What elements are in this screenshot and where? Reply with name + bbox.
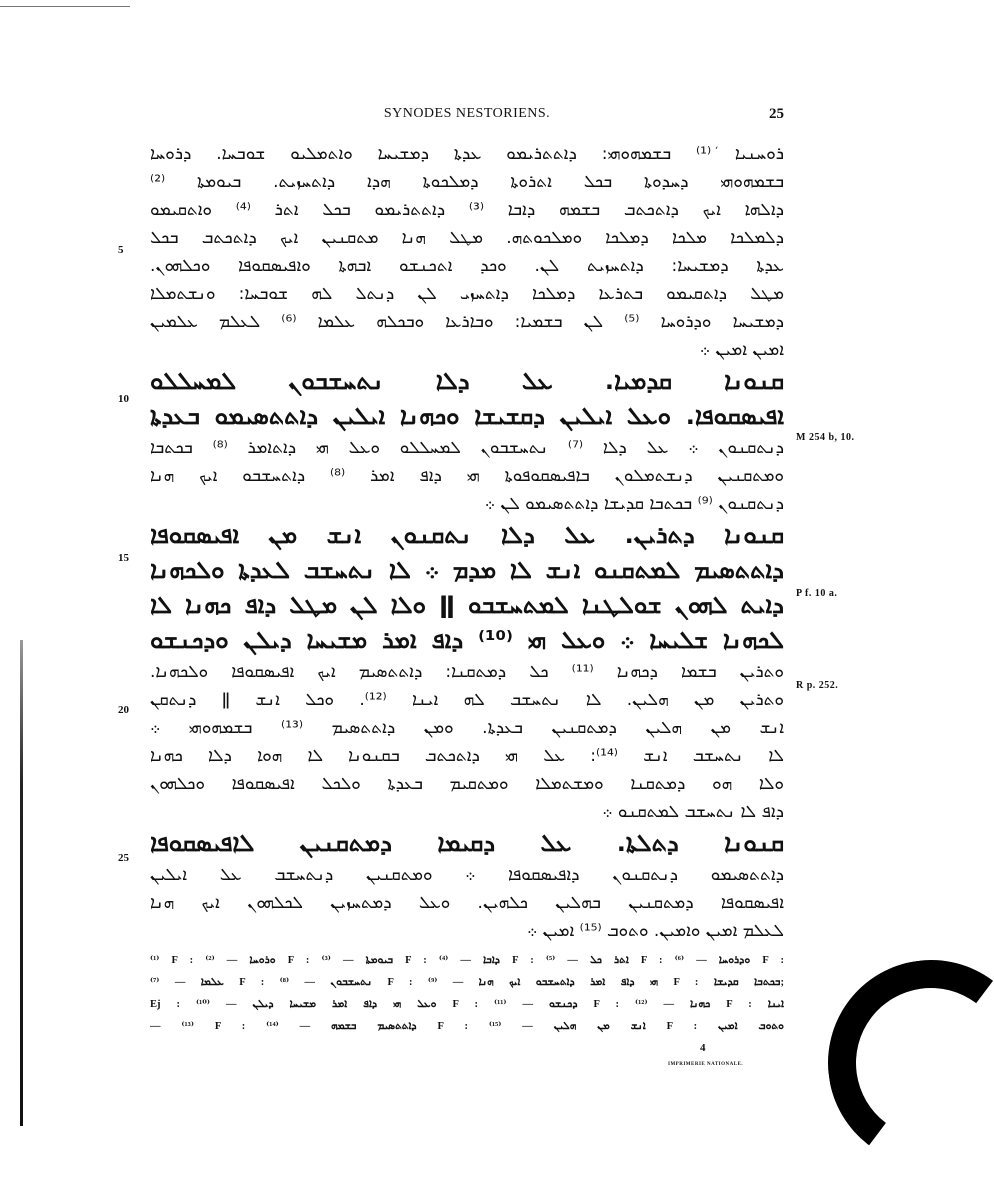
line-number-10: 10 <box>118 393 129 405</box>
text-line-25: ܕܐܬܬܣܝܡܘ ܕܢܬܩܢܘܢ ܕܐܦܝܣܩܘܦܐ ܀ ܘܡܬܩܢܝܢ ܕܢܬܚܫܒ ܥܠ ܐܝܠܝܢ <box>150 865 784 885</box>
text-line-2: ܒܫܡܗܘܗܝ ܕܚܕܘܬܐ ܒܟܠ ܐܬܪܘܬܐ ܕܡܠܟܘܬܐ ܗܕܐ ܕܐܬܚܙܝܬ. ܒܝܘܡܬܐ ⁽²⁾ <box>150 172 784 192</box>
page-number: 25 <box>769 106 784 122</box>
text-line-3: ܕܐܠܗܐ ܐܝܟ ܕܐܬܟܬܒ ܒܫܡܗ ܕܐܒܐ ⁽³⁾ ܕܐܬܬܪܝܡܘ ܒܟܠ ܐܬܪ ⁽⁴⁾ ܘܐܬܩܝܡܘ <box>150 200 784 220</box>
text-line-18: ܘܬܪܝܢ ܒܫܡܐ ܕܟܗܢܐ ⁽¹¹⁾ ܟܠ ܕܡܬܩܢܐ: ܕܐܬܬܣܝܡ ܐܝܟ ܐܦܝܣܩܘܦܐ ܘܠܟܗܢܐ. <box>150 662 784 682</box>
text-line-7: ܕܡܫܝܚܐ ܘܕܪܘܚܐ ⁽⁵⁾ ܠܢ ܒܫܡܝܐ: ܘܒܐܪܥܐ ܘܒܟܠܗ ܥܠܡܐ ⁽⁶⁾ ܠܥܠܡ ܥܠܡܝܢ <box>150 312 784 332</box>
text-line-10: ܐܦܝܣܩܘܦܐ. ܘܥܠ ܐܝܠܝܢ ܕܩܫܝܫܐ ܘܟܗܢܐ ܐܝܠܝܢ ܕܐܬܬܣܝܡܘ ܒܥܕܬܐ <box>150 402 784 430</box>
footnotes <box>150 950 784 1038</box>
text-line-22: ܘܠܐ ܗܘ ܕܡܬܩܢܐ ܘܡܫܬܡܠܐ ܘܡܬܩܝܡ ܒܥܕܬܐ ܘܠܟܠ ܐܦܝܣܩܘܦܐ ܘܟܠܗܘܢ <box>150 774 784 794</box>
scan-artifact-top <box>0 6 130 7</box>
line-number-15: 15 <box>118 552 129 564</box>
text-line-1: ܪܘܚܢܝܐ ܿ⁽¹⁾ ܒܫܡܗܘܗܝ: ܕܐܬܬܪܝܡܘ ܥܕܬܐ ܕܡܫܝܚܐ ܘܐܬܡܠܝܘ ܫܘܒܚܐ. ܕܪܘܚܐ <box>150 144 784 164</box>
text-line-12: ܘܡܬܩܢܝܢ ܕܢܫܬܡܠܘܢ ܒܐܦܝܣܩܘܦܘܬܐ ܗܝ ܕܐܦ ܐܡܪ ⁽⁸⁾ ܕܐܬܚܫܒܘ ܐܝܟ ܗܢܐ <box>150 466 784 486</box>
text-line-15: ܕܐܬܬܣܝܡ ܠܡܬܩܢܘ ܐܢܫ ܠܐ ܡܕܡ ܀ ܠܐ ܢܬܚܫܒ ܠܥܕܬܐ ܘܠܟܗܢܐ <box>150 556 784 584</box>
canon-heading-2: ܩܢܘܢܐ ܕܬܪܝܢ. ܥܠ ܕܠܐ ܢܬܩܢܘܢ ܐܢܫ ܡܢ ܐܦܝܣܩܘܦܐ <box>150 521 784 549</box>
text-line-20: ܐܢܫ ܡܢ ܗܠܝܢ ܕܡܬܩܢܝܢ ܒܥܕܬܐ. ܘܡܢ ܕܐܬܬܣܝܡ ⁽¹³⁾ ܒܫܡܗܘܗܝ ܀ <box>150 718 784 738</box>
text-line-23: ܕܐܦ ܠܐ ܢܬܚܫܒ ܠܡܬܩܢܘ ܀ <box>602 802 784 822</box>
text-line-5: ܥܕܬܐ ܕܡܫܝܚܐ: ܕܐܬܚܙܝܬ ܠܢ. ܘܟܕ ܐܬܟܢܫܘ ܐܒܗܬܐ ܘܐܦܝܣܩܘܦܐ ܘܟܠܗܘܢ. <box>150 256 784 276</box>
printer-imprint: IMPRIMERIE NATIONALE. <box>668 1062 744 1067</box>
running-header <box>150 106 784 128</box>
running-title: SYNODES NESTORIENS. <box>383 106 551 121</box>
text-line-21: ܠܐ ܢܬܚܫܒ ܐܢܫ ⁽¹⁴⁾: ܥܠ ܗܝ ܕܐܬܟܬܒ ܒܩܢܘܢܐ ܠܐ ܗܘܐ ܕܠܐ ܟܗܢܐ <box>150 746 784 766</box>
footnote-line-3: Ej : ܘܥܠ ܗܝ ܕܐܦ ܐܡܪ ܡܫܝܚܐ ܕܝܠܢ — ⁽¹⁰⁾ F : ܕܟܢܫܘ — ⁽¹¹⁾ F : ܟܗܢܐ — ⁽¹²⁾ F : ܐܝܢܐ <box>150 999 784 1010</box>
margin-note-r: R p. 252. <box>796 680 839 691</box>
text-line-4: ܕܠܡܠܟܐ ܡܠܟܐ ܕܡܠܟܐ ܘܡܠܟܘܬܗ. ܡܛܠ ܗܢܐ ܡܬܩܢܝܢ ܐܝܟ ܕܐܬܟܬܒ ܒܟܠ <box>150 228 784 248</box>
canon-heading-3: ܩܢܘܢܐ ܕܬܠܬܐ. ܥܠ ܕܩܝܡܐ ܕܡܬܩܢܝܢ ܠܐܦܝܣܩܘܦܐ <box>150 829 784 857</box>
footnote-line-4: — ⁽¹³⁾ F : ܕܐܬܬܣܝܡ ܒܫܡܗ — ⁽¹⁴⁾ F : ܐܢܫ ܡܢ ܗܠܝܢ — ⁽¹⁵⁾ F : ܘܬܘܒ ܐܡܝܢ <box>150 1021 784 1032</box>
signature-mark: 4 <box>700 1042 706 1054</box>
margin-note-p: P f. 10 a. <box>796 588 838 599</box>
syriac-text-block <box>118 140 855 945</box>
canon-heading-1: ܩܢܘܢܐ ܩܕܡܝܐ. ܥܠ ܕܠܐ ܢܬܚܫܒܘܢ ܠܡܚܠܠܘ <box>150 367 784 395</box>
text-line-17: ܠܟܗܢܐ ܫܠܝܚܐ ܀ ܘܥܠ ܗܝ ⁽¹⁰⁾ ܕܐܦ ܐܡܪ ܡܫܝܚܐ ܕܝܠܢ ܘܕܟܢܫܘ <box>150 626 784 654</box>
text-line-6: ܡܛܠ ܕܐܬܩܝܡܘ ܒܬܪܥܐ ܕܡܠܟܐ ܕܐܬܚܙܝ ܠܢ ܕܢܬܠ ܠܗ ܫܘܒܚܐ: ܘܢܫܬܡܠܐ <box>150 284 784 304</box>
margin-note-m: M 254 b, 10. <box>796 432 855 443</box>
text-line-27: ܠܥܠܡ ܐܡܝܢ ܘܐܡܝܢ. ܘܬܘܒ ⁽¹⁵⁾ ܐܡܝܢ ܀ <box>527 921 784 941</box>
footnote-line-2: ܥܠܡܐ — ⁽⁷⁾ F : ܢܬܚܫܒܘܢ — ⁽⁸⁾ F : ܗܝ ܕܐܦ ܐܡܪ ܕܐܬܚܫܒܘ ܐܝܟ ܗܢܐ — ⁽⁹⁾ F : ܒܟܬܒܐ ܩܕܝܫܐ; <box>150 977 784 988</box>
text-line-16: ܕܐܝܬ ܠܗܘܢ ܫܘܠܛܢܐ ܠܡܬܚܫܒܘ ǁ ܘܠܐ ܠܢ ܡܛܠ ܕܐܦ ܟܗܢܐ ܠܐ <box>150 591 784 619</box>
text-line-19: ܘܬܪܝܢ ܡܢ ܗܠܝܢ. ܠܐ ܢܬܚܫܒ ܠܗ ܐܝܢܐ ⁽¹²⁾. ܘܟܠ ܐܢܫ ǁ ܕܢܬܩܢ <box>150 690 784 710</box>
text-line-8: ܐܡܝܢ ܐܡܝܢ ܀ <box>699 340 784 360</box>
line-number-25: 25 <box>118 852 129 864</box>
ink-blot <box>815 947 994 1179</box>
text-line-11: ܕܢܬܩܢܘܢ ܀ ܥܠ ܕܠܐ ⁽⁷⁾ ܢܬܚܫܒܘܢ ܠܡܚܠܠܘ ܘܥܠ ܗܝ ܕܐܬܐܡܪ ⁽⁸⁾ ܒܟܬܒܐ <box>150 438 784 458</box>
scan-edge <box>20 640 23 1126</box>
text-line-26: ܐܦܝܣܩܘܦܐ ܕܡܬܩܢܝܢ ܒܗܠܝܢ ܟܠܗܝܢ. ܘܥܠ ܕܡܬܚܙܝܢ ܠܟܠܗܘܢ ܐܝܟ ܗܢܐ <box>150 893 784 913</box>
line-number-5: 5 <box>118 244 124 256</box>
line-number-20: 20 <box>118 704 129 716</box>
footnote-line-1: ⁽¹⁾ F : ܘܪܘܚܐ — ⁽²⁾ F : ܒܝܘܡܬܐ — ⁽³⁾ F : ܕܐܒܐ — ⁽⁴⁾ F : ܐܬܪ ܟܠ — ⁽⁵⁾ F : ܘܕܪܘܚܐ — ⁽⁶⁾ F : <box>150 955 784 966</box>
text-line-13: ܕܢܬܩܢܘܢ ⁽⁹⁾ ܒܟܬܒܐ ܩܕܝܫܐ ܕܐܬܬܣܝܡܘ ܠܢ ܀ <box>484 494 784 514</box>
